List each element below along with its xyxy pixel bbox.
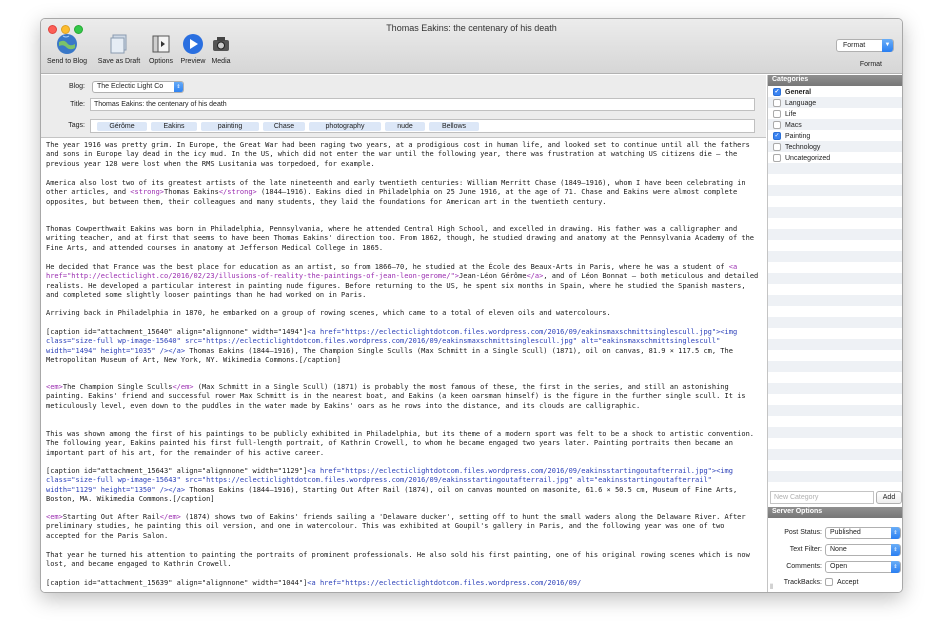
media-button[interactable] — [209, 33, 233, 65]
tag-token[interactable]: painting — [201, 122, 259, 131]
updown-arrows-icon: ⇕ — [891, 527, 900, 539]
tags-label: Tags: — [68, 122, 85, 129]
globe-icon — [56, 33, 78, 55]
format-select-value: Format — [843, 42, 866, 49]
trackbacks-accept-label: Accept — [837, 578, 859, 586]
text-filter-row — [768, 544, 903, 557]
body-text: Starting Out After Rail — [62, 513, 160, 521]
body-text: (1844–1916). Eakins died in Philadelphia on 25 June 1916, at the age of 71. Chase and Eakins were almost complete opposites, but between them, their colleagues and many students, they laid the foundations for American art in the twentieth century. — [46, 188, 738, 206]
category-language[interactable] — [768, 97, 903, 108]
send-to-blog-button[interactable] — [46, 33, 88, 65]
text-filter-select[interactable] — [825, 544, 901, 556]
chevron-down-icon: ▼ — [882, 39, 893, 52]
checkbox-checked-icon[interactable]: ✓ — [774, 133, 780, 139]
save-as-draft-button[interactable] — [94, 33, 144, 65]
text-filter-value: None — [830, 546, 847, 553]
markup-tag: <em> — [46, 383, 63, 391]
body-text: Thomas Eakins (1844–1916), Starting Out After Rail (1874), oil on canvas mounted on masonite, 61.6 × 50.5 cm, Museum of Fine Arts, Boston, MA. Wikimedia Commons.[/caption] — [46, 485, 738, 504]
send-to-blog-label: Send to Blog — [46, 58, 88, 65]
tags-input[interactable] — [90, 119, 755, 133]
body-paragraph: This was shown among the first of his paintings to be publicly exhibited in Philadelphia, but its theme of a modern sport was felt to be a shock to artistic convention. The following year, Eakins painted his first full-length portrait, of Kathrin Crowell, to whom he became engaged two years later. Painting portraits then became an important part of his art, for the remainder of his active career. — [46, 430, 755, 457]
tag-token[interactable]: nude — [385, 122, 425, 131]
comments-select[interactable] — [825, 561, 901, 573]
caption-shortcode — [46, 467, 761, 505]
body-paragraph: Thomas Cowperthwait Eakins was born in Philadelphia, Pennsylvania, where he attended Central High School, and excelled in drawing. His father was a calligrapher and writing teacher, and at first that seems to have been Thomas Eakins' direction too. From 1862, though, he studied drawing and anatomy at the Pennsylvania Academy of the Fine Arts, and attended courses in anatomy at Jefferson Medical College in 1865. — [46, 225, 755, 252]
markup-tag: </a> — [526, 272, 544, 281]
post-status-row — [768, 527, 903, 540]
title-label: Title: — [70, 101, 85, 108]
sidebar — [767, 75, 903, 593]
category-label: General — [785, 88, 812, 96]
blog-label: Blog: — [69, 83, 85, 90]
post-status-select[interactable] — [825, 527, 901, 539]
body-text: [caption id="attachment_15640" align="alignnone" width="1494"] — [46, 328, 308, 336]
post-status-value: Published — [830, 529, 861, 536]
category-label: Uncategorized — [785, 154, 831, 162]
body-paragraph — [46, 263, 761, 301]
category-label: Language — [785, 99, 817, 107]
category-label: Life — [785, 110, 797, 118]
format-select[interactable] — [836, 39, 894, 52]
body-text: The Champion Single Sculls — [62, 383, 173, 391]
checkbox-icon[interactable] — [773, 110, 781, 118]
checkbox-icon[interactable] — [773, 121, 781, 129]
options-button[interactable] — [146, 33, 176, 65]
post-status-label: Post Status: — [784, 529, 822, 536]
checkbox-checked-icon[interactable]: ✓ — [774, 89, 780, 95]
category-list — [768, 86, 903, 489]
markup-tag: <a href="http://eclecticlight.co/2016/02/23/illusions-of-reality-the-paintings-of-jean-leon-gerome/"> — [46, 263, 738, 281]
camera-icon — [210, 33, 232, 55]
category-general[interactable] — [768, 86, 903, 97]
body-paragraph: The year 1916 was pretty grim. In Europe, the Great War had been raging two years, at a prodigious cost in human life, and looked set to continue until all the fathers and sons in Europe lay dead in the icy mud. In the US, which did not enter the war until the following year, there was frustration at watching US citizens die – the previous year 128 were lost when the RMS Lusitania was torpedoed, for example. — [46, 141, 750, 168]
checkbox-icon[interactable] — [773, 143, 781, 151]
category-macs[interactable] — [768, 119, 903, 130]
comments-row — [768, 561, 903, 574]
trackbacks-label: TrackBacks: — [783, 579, 822, 586]
updown-arrows-icon: ⇕ — [891, 561, 900, 573]
server-options-panel — [768, 507, 903, 518]
checkbox-icon[interactable] — [773, 99, 781, 107]
body-text: America also lost two of its greatest artists of the late nineteenth and early twentieth centuries: William Merritt Chase (1849–1916), whom I have been celebrating in other articles, and — [46, 179, 746, 197]
trackbacks-checkbox[interactable] — [825, 578, 858, 586]
resize-grip-icon[interactable]: ⦀ — [770, 584, 774, 591]
tag-token[interactable]: Eakins — [151, 122, 197, 131]
category-painting[interactable] — [768, 130, 903, 141]
body-text: Thomas Eakins — [164, 188, 219, 197]
blog-select-value: The Eclectic Light Co — [97, 83, 164, 90]
caption-shortcode — [46, 579, 761, 588]
markup-tag: <strong> — [130, 188, 165, 197]
preview-button[interactable] — [179, 33, 207, 65]
title-input[interactable]: Thomas Eakins: the centenary of his death — [90, 98, 755, 111]
post-meta-panel — [41, 75, 766, 138]
media-label: Media — [211, 58, 231, 65]
updown-arrows-icon: ⇕ — [174, 81, 183, 93]
add-category-button[interactable]: Add — [876, 491, 902, 504]
markup-tag: <em> — [46, 513, 63, 521]
category-technology[interactable] — [768, 141, 903, 152]
category-life[interactable] — [768, 108, 903, 119]
editor-window — [40, 18, 903, 593]
options-label: Options — [148, 58, 174, 65]
category-uncategorized[interactable] — [768, 152, 903, 163]
caption-shortcode — [46, 328, 761, 366]
markup-tag: </em> — [172, 383, 194, 391]
tag-token[interactable]: Bellows — [429, 122, 479, 131]
checkbox-icon[interactable] — [773, 154, 781, 162]
categories-header: Categories — [768, 75, 903, 86]
body-paragraph — [46, 383, 761, 411]
category-label: Technology — [785, 143, 821, 151]
body-text: [caption id="attachment_15639" align="alignnone" width="1044"] — [46, 579, 308, 587]
body-paragraph: That year he turned his attention to painting the portraits of prominent professionals. He also sold his first painting, one of his original rowing scenes which is now lost, and became engaged to Kathrin Crowell. — [46, 551, 750, 569]
preview-label: Preview — [180, 58, 206, 65]
toolbar — [41, 19, 902, 74]
markup-tag: <a href="https://eclecticlightdotcom.files.wordpress.com/2016/09/eakinsstartingoutafterrail.jpg"><img class="size-full wp-image-15643" src="https://eclecticlightdotcom.files.wordpress.com/2016/09/eakinsstartingoutafterrail.jpg" alt="eakinsstartingoutafterrail" width="1129" height="1350" /></a> — [46, 467, 733, 494]
checkbox-icon[interactable] — [825, 578, 833, 586]
markup-tag: </em> — [159, 513, 181, 521]
category-label: Painting — [785, 132, 811, 140]
body-text: [caption id="attachment_15643" align="alignnone" width="1129"] — [46, 467, 308, 475]
body-text: He decided that France was the best place for education as an artist, so from 1866–70, he studied at the École des Beaux-Arts in Paris, where he was a student of — [46, 263, 729, 271]
new-category-input[interactable]: New Category — [770, 491, 874, 504]
body-text: Thomas Eakins (1844–1916), The Champion Single Sculls (Max Schmitt in a Single Scull) (1871), oil on canvas, 81.9 × 117.5 cm, The Metropolitan Museum of Art, New York, NY. Wikimedia Commons.[/caption] — [46, 346, 733, 365]
post-body-editor[interactable] — [41, 139, 766, 593]
tag-token[interactable]: Chase — [263, 122, 305, 131]
text-filter-label: Text Filter: — [789, 546, 822, 553]
body-text: , and of Léon Bonnat – both meticulous and detailed realists. He developed a particular interest in painting nude figures. Before returning to the US, he spent six months in Spain, where he studied the Spanish masters, and completed some slightly looser paintings than he had worked on in Paris. — [46, 272, 759, 300]
options-panel-icon — [150, 33, 172, 55]
window-title: Thomas Eakins: the centenary of his death — [386, 23, 557, 33]
body-text: Jean-Léon Gérôme — [459, 272, 527, 281]
blog-select[interactable] — [92, 81, 184, 93]
category-label: Macs — [785, 121, 802, 129]
body-paragraph — [46, 513, 761, 541]
updown-arrows-icon: ⇕ — [891, 544, 900, 556]
server-options-header: Server Options — [768, 507, 903, 518]
trackbacks-row — [768, 577, 903, 590]
body-paragraph: Arriving back in Philadelphia in 1870, he embarked on a group of rowing scenes, which came to a total of eleven oils and watercolours. — [46, 309, 611, 317]
comments-value: Open — [830, 563, 848, 570]
comments-label: Comments: — [786, 563, 822, 570]
play-icon — [182, 33, 204, 55]
body-text: (1874) shows two of Eakins' friends sailing a 'Delaware ducker', setting off to hunt the small waders along the Delaware River. After preliminary studies, he painting this oil version, and one in watercolour. This was exhibited at Goupil's gallery in Paris, and the following year was one of two accepted for the Paris Salon. — [46, 513, 746, 540]
body-text: (Max Schmitt in a Single Scull) (1871) is probably the most famous of these, the first in the series, and still an astonishing painting. Eakins' friend and successful rower Max Schmitt is in the nearest boat, and Eakins (a keen oarsman himself) is the figure in the further single scull. It is meticulously level, even down to the puddles in the water made by Eakins' oars as he rows into the distance, and its clouds are calligraphic. — [46, 383, 746, 410]
tag-token[interactable]: Gérôme — [97, 122, 147, 131]
drafts-icon — [108, 33, 130, 55]
markup-tag: </strong> — [218, 188, 257, 197]
tag-token[interactable]: photography — [309, 122, 381, 131]
body-paragraph — [46, 179, 761, 207]
markup-tag: <a href="https://eclecticlightdotcom.files.wordpress.com/2016/09/ — [307, 579, 582, 587]
save-as-draft-label: Save as Draft — [97, 58, 141, 65]
format-label: Format — [859, 61, 882, 68]
markup-tag: <a href="https://eclecticlightdotcom.files.wordpress.com/2016/09/eakinsmaxschmittsinglescull.jpg"><img class="size-full wp-image-15640" src="https://eclecticlightdotcom.files.wordpress.com/2016/09/eakinsmaxschmittsinglescull.jpg" alt="eakinsmaxschmittsinglescull" width="1494" height="1035" /></a> — [46, 328, 738, 355]
